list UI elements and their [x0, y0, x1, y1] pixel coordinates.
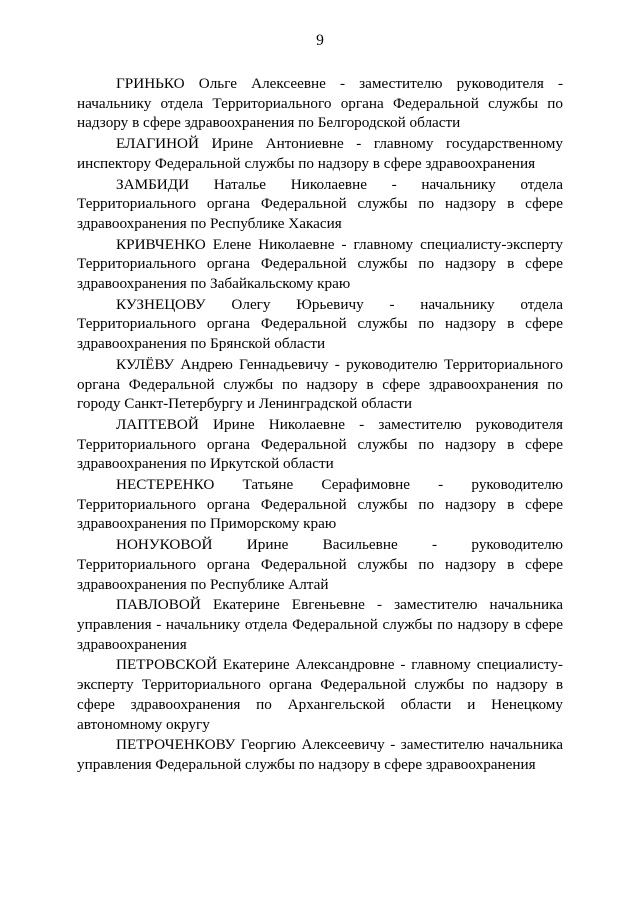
list-item: КУЛЁВУ Андрею Геннадьевичу - руководителю Территориального органа Федеральной службы по надзору в сфере здравоохранения по городу Санкт-Петербургу и Ленинградской области — [77, 355, 563, 413]
list-item: КУЗНЕЦОВУ Олегу Юрьевичу - начальнику отдела Территориального органа Федеральной службы по надзору в сфере здравоохранения по Брянской области — [77, 295, 563, 353]
list-item: ЕЛАГИНОЙ Ирине Антониевне - главному государственному инспектору Федеральной службы по надзору в сфере здравоохранения — [77, 135, 563, 172]
page-number: 9 — [316, 32, 324, 49]
list-item: ПАВЛОВОЙ Екатерине Евгеньевне - заместителю начальника управления - начальнику отдела Федеральной службы по надзору в сфере здравоохранения — [77, 596, 563, 653]
list-item: ЗАМБИДИ Наталье Николаевне - начальнику отдела Территориального органа Федеральной службы по надзору в сфере здравоохранения по Республике Хакасия — [77, 175, 563, 232]
list-item: ПЕТРОВСКОЙ Екатерине Александровне - главному специалисту-эксперту Территориального органа Федеральной службы по надзору в сфере здравоохранения по Архангельской области и Ненецкому автономному округу — [77, 656, 563, 733]
award-list — [77, 74, 563, 776]
list-item: НЕСТЕРЕНКО Татьяне Серафимовне - руководителю Территориального органа Федеральной службы по надзору в сфере здравоохранения по Приморскому краю — [77, 476, 563, 533]
list-item: НОНУКОВОЙ Ирине Васильевне - руководителю Территориального органа Федеральной службы по надзору в сфере здравоохранения по Республике Алтай — [77, 536, 563, 593]
list-item: ПЕТРОЧЕНКОВУ Георгию Алексеевичу - заместителю начальника управления Федеральной службы по надзору в сфере здравоохранения — [77, 736, 563, 773]
list-item: ГРИНЬКО Ольге Алексеевне - заместителю руководителя - начальнику отдела Территориального органа Федеральной службы по надзору в сфере здравоохранения по Белгородской области — [77, 75, 563, 132]
list-item: ЛАПТЕВОЙ Ирине Николаевне - заместителю руководителя Территориального органа Федеральной службы по надзору в сфере здравоохранения по Иркутской области — [77, 415, 563, 473]
list-item: КРИВЧЕНКО Елене Николаевне - главному специалисту-эксперту Территориального органа Федеральной службы по надзору в сфере здравоохранения по Забайкальскому краю — [77, 235, 563, 293]
